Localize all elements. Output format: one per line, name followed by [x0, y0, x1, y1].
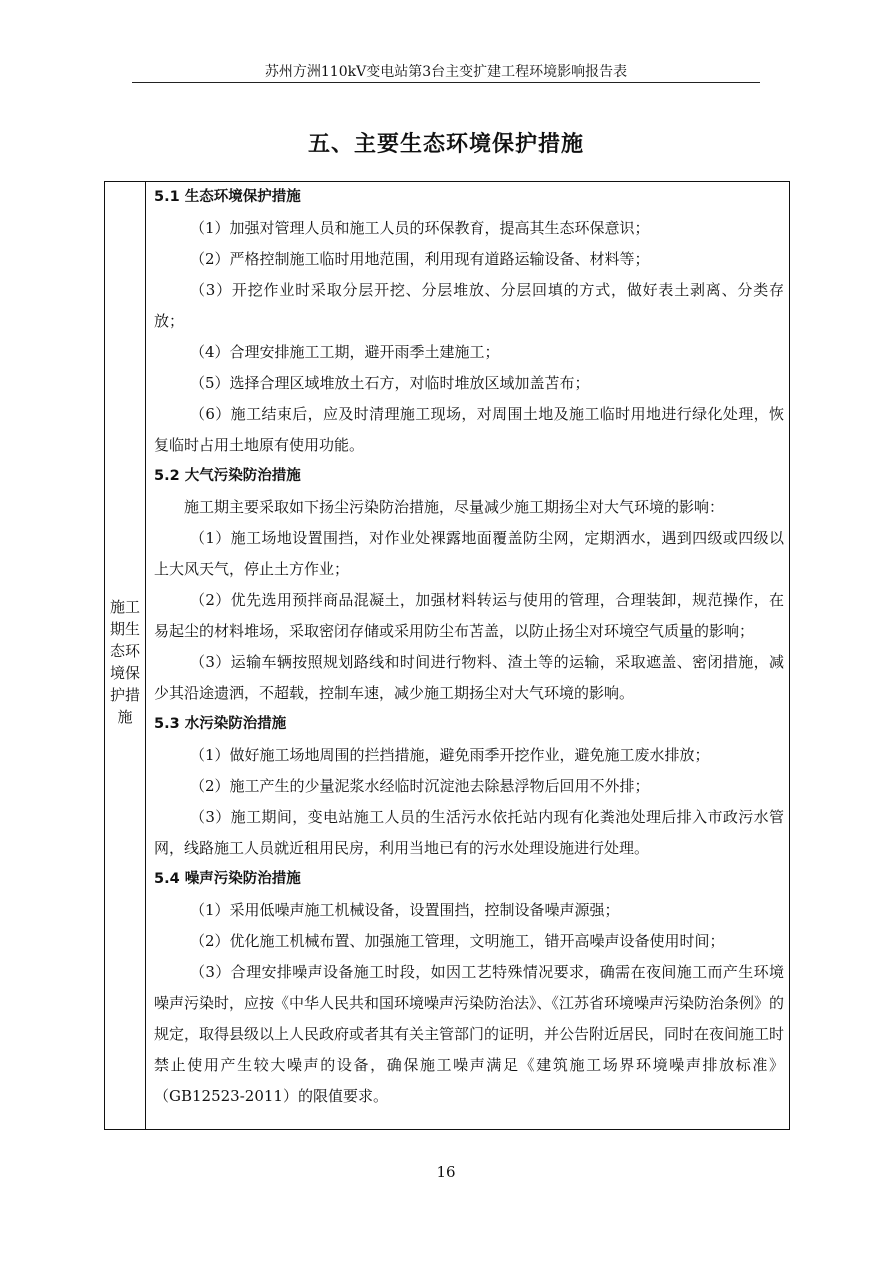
paragraph: （5）选择合理区域堆放土石方，对临时堆放区域加盖苫布；: [190, 374, 590, 392]
paragraph: （3）运输车辆按照规划路线和时间进行物料、渣土等的运输，采取遮盖、密闭措施，减少其沿途遗洒，不超载，控制车速，减少施工期扬尘对大气环境的影响。: [154, 653, 784, 702]
side-label-line: 境保: [109, 664, 140, 682]
page-title: 五、主要生态环境保护措施: [307, 132, 584, 157]
paragraph: （2）优化施工机械布置、加强施工管理，文明施工，错开高噪声设备使用时间；: [190, 932, 725, 950]
paragraph: （3）开挖作业时采取分层开挖、分层堆放、分层回填的方式，做好表土剥离、分类存放；: [154, 281, 784, 330]
section-5-4: [154, 864, 784, 1112]
section-5-2: [154, 461, 784, 709]
header-rule: [132, 82, 760, 83]
side-label-line: 施工: [109, 598, 140, 616]
paragraph: （1）施工场地设置围挡，对作业处裸露地面覆盖防尘网，定期洒水，遇到四级或四级以上大风天气，停止土方作业；: [154, 529, 784, 578]
side-label-line: 态环: [109, 642, 140, 660]
paragraph: （2）施工产生的少量泥浆水经临时沉淀池去除悬浮物后回用不外排；: [190, 777, 650, 795]
paragraph: （2）严格控制施工临时用地范围，利用现有道路运输设备、材料等；: [190, 250, 650, 268]
running-header: 苏州方洲110kV变电站第3台主变扩建工程环境影响报告表: [264, 64, 628, 80]
measures-table: [104, 181, 790, 1130]
side-label: [105, 596, 145, 728]
section-heading: 5.2 大气污染防治措施: [154, 468, 301, 484]
section-5-3: [154, 709, 784, 864]
paragraph: （1）加强对管理人员和施工人员的环保教育，提高其生态环保意识；: [190, 219, 650, 237]
paragraph: （1）做好施工场地周围的拦挡措施，避免雨季开挖作业，避免施工废水排放；: [190, 746, 710, 764]
paragraph: （4）合理安排施工工期，避开雨季土建施工；: [190, 343, 500, 361]
section-heading: 5.3 水污染防治措施: [154, 716, 287, 732]
paragraph: （2）优先选用预拌商品混凝土，加强材料转运与使用的管理，合理装卸，规范操作，在易起尘的材料堆场，采取密闭存储或采用防尘布苫盖，以防止扬尘对环境空气质量的影响；: [154, 591, 784, 640]
measures-content: [154, 182, 784, 1112]
side-label-column: [105, 182, 146, 1129]
section-5-1: [154, 182, 784, 461]
section-intro: 施工期主要采取如下扬尘污染防治措施，尽量减少施工期扬尘对大气环境的影响：: [184, 498, 725, 516]
paragraph: （3）施工期间，变电站施工人员的生活污水依托站内现有化粪池处理后排入市政污水管网，线路施工人员就近租用民房，利用当地已有的污水处理设施进行处理。: [154, 808, 784, 857]
section-heading: 5.4 噪声污染防治措施: [154, 871, 301, 887]
paragraph: （1）采用低噪声施工机械设备，设置围挡，控制设备噪声源强；: [190, 901, 620, 919]
section-heading: 5.1 生态环境保护措施: [154, 189, 301, 205]
paragraph: （6）施工结束后，应及时清理施工现场，对周围土地及施工临时用地进行绿化处理，恢复临时占用土地原有使用功能。: [154, 405, 784, 454]
paragraph: （3）合理安排噪声设备施工时段，如因工艺特殊情况要求，确需在夜间施工而产生环境噪声污染时，应按《中华人民共和国环境噪声污染防治法》、《江苏省环境噪声污染防治条例》的规定，取得县级以上人民政府或者其有关主管部门的证明，并公告附近居民，同时在夜间施工时禁止使用产生较大噪声的设备，确保施工噪声满足《建筑施工场界环境噪声排放标准》（GB12523-2011）的限值要求。: [154, 963, 785, 1105]
side-label-line: 施: [117, 708, 133, 726]
side-label-line: 期生: [109, 620, 140, 638]
side-label-line: 护措: [109, 686, 140, 704]
page-number: 16: [436, 1163, 456, 1181]
